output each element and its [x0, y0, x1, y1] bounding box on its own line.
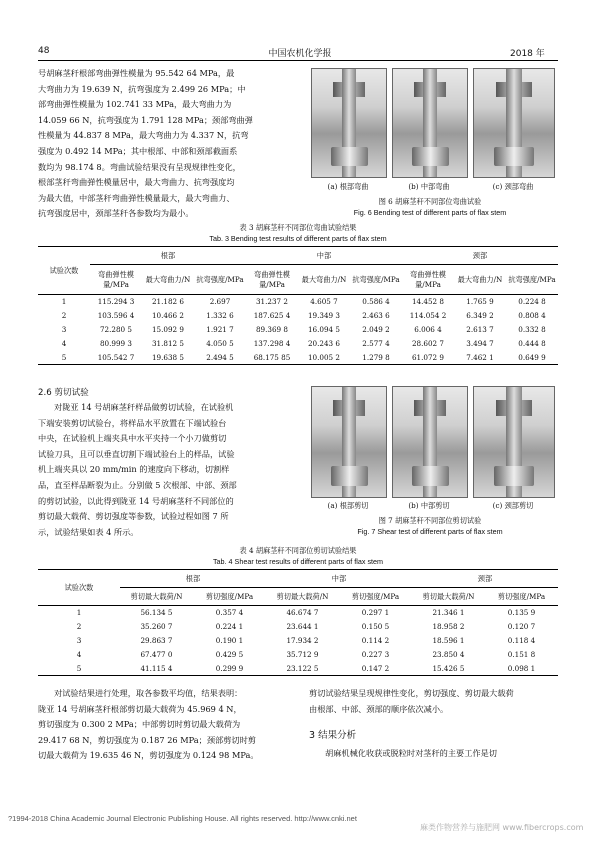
- table4: [38, 569, 558, 676]
- table-cell: 0.135 9: [507, 608, 536, 618]
- fig7-sub-b: (b) 中部剪切: [408, 501, 450, 510]
- table-cell: 14.452 8: [411, 297, 444, 307]
- table-row: [38, 351, 558, 365]
- table-row: [38, 662, 558, 676]
- table-cell: 61.072 9: [411, 352, 444, 362]
- table-cell: 115.294 3: [97, 297, 135, 307]
- shear-photo-neck: [473, 386, 555, 498]
- table4-subheader: 剪切强度/MPa: [497, 591, 546, 601]
- table-row: [38, 295, 558, 309]
- table-cell: 1.332 6: [206, 311, 234, 320]
- table-cell: 21.346 1: [432, 608, 465, 618]
- table4-body: [38, 606, 558, 676]
- table-cell: 2.049 2: [362, 325, 390, 334]
- table3-col-trial: 试验次数: [38, 247, 90, 295]
- text-line: 剪切最大载荷、剪切强度等参数，试验过程如图 7 所: [38, 511, 229, 522]
- table-cell: 0.118 4: [507, 636, 536, 645]
- table-cell: 0.147 2: [361, 663, 390, 673]
- table-cell: 2.697: [209, 297, 231, 307]
- table-cell: 0.114 2: [361, 636, 390, 645]
- table-cell: 15.426 5: [432, 663, 465, 673]
- table-cell: 0.429 5: [215, 650, 244, 659]
- table-cell: 67.477 0: [140, 650, 173, 659]
- table-cell: 0.808 4: [518, 311, 546, 320]
- fig7-caption-en: Fig. 7 Shear test of different parts of flax stem: [357, 527, 503, 536]
- table3-subheader: 弯曲弹性模量/MPa: [98, 269, 134, 289]
- table-row-index: 1: [76, 608, 82, 618]
- table-cell: 1.765 9: [466, 297, 494, 307]
- table3-subheader: 弯曲弹性模量/MPa: [254, 269, 290, 289]
- text-line: 强度为 0.492 14 MPa；其中根部、中部和颈部截面系: [38, 145, 238, 156]
- table-cell: 4.050 5: [206, 339, 234, 348]
- table-cell: 20.243 6: [307, 339, 340, 348]
- table3-subheader: 最大弯曲力/N: [301, 274, 347, 284]
- bending-photo-root: [311, 68, 387, 178]
- table4-caption-cn: 表 4 胡麻茎秆不同部位剪切试验结果: [239, 546, 357, 555]
- table-cell: 1.279 8: [362, 352, 390, 362]
- table-cell: 0.190 1: [215, 636, 244, 645]
- table-cell: 21.182 6: [151, 297, 184, 307]
- page-number: 48: [38, 46, 50, 56]
- text-line: 示，试验结果如表 4 所示。: [38, 526, 139, 537]
- table-row-index: 5: [61, 352, 67, 362]
- table-cell: 56.134 5: [140, 608, 173, 618]
- text-line: 性模量为 44.837 8 MPa，最大弯曲力为 4.337 N，抗弯: [38, 130, 249, 141]
- table3-subheader: 最大弯曲力/N: [457, 274, 503, 284]
- table-cell: 0.586 4: [362, 297, 390, 307]
- table-cell: 2.494 5: [206, 352, 234, 362]
- table-cell: 2.463 6: [362, 311, 390, 320]
- table4-group-middle: 中部: [266, 570, 412, 588]
- table-cell: 31.812 5: [151, 339, 184, 348]
- table-cell: 68.175 85: [253, 352, 291, 362]
- table-row: [38, 323, 558, 337]
- results-conclusion: [309, 686, 557, 717]
- shear-photo-middle: [392, 386, 468, 498]
- table-cell: 4.605 7: [310, 297, 338, 307]
- shear-photo-root: [311, 386, 387, 498]
- table-row: [38, 337, 558, 351]
- table-cell: 28.602 7: [411, 339, 444, 348]
- fig6-sub-b: (b) 中部弯曲: [408, 182, 450, 191]
- table-cell: 41.115 4: [140, 663, 173, 673]
- bending-photo-neck: [473, 68, 555, 178]
- results-paragraph: [38, 686, 300, 764]
- text-line: 试验刀具，且可以垂直切割下端试验台上的样品，试验: [38, 448, 235, 459]
- table-row-index: 1: [61, 297, 67, 307]
- table-cell: 23.850 4: [432, 650, 465, 659]
- text-line: 机上端夹具以 20 mm/min 的速度向下移动，切割样: [38, 464, 230, 475]
- table-cell: 1.921 7: [206, 325, 234, 334]
- table-cell: 0.151 8: [507, 650, 536, 659]
- table-cell: 23.122 5: [286, 663, 319, 673]
- table-cell: 103.596 4: [97, 311, 135, 320]
- fig7-caption-cn: 图 7 胡麻茎秆不同部位剪切试验: [378, 516, 482, 525]
- table-cell: 3.494 7: [466, 339, 494, 348]
- text-line: 中央，在试验机上端夹具中水平夹持一个小刀做剪切: [38, 433, 227, 444]
- table-cell: 46.674 7: [286, 608, 319, 618]
- table3: [38, 246, 558, 365]
- table-cell: 0.649 9: [518, 352, 546, 362]
- table-cell: 137.298 4: [253, 339, 291, 348]
- table-cell: 72.280 5: [99, 325, 132, 334]
- table-row-index: 2: [76, 622, 82, 631]
- text-line: 29.417 68 N，剪切强度为 0.187 26 MPa；颈部剪切时剪: [38, 734, 256, 745]
- text-line: 陇亚 14 号胡麻茎秆根部剪切最大载荷为 45.969 4 N，: [38, 703, 242, 714]
- table-row-index: 4: [61, 339, 67, 348]
- table4-subheader: 剪切最大载荷/N: [130, 591, 183, 601]
- table-row: [38, 634, 558, 648]
- table4-group-root: 根部: [120, 570, 266, 588]
- text-line: 下端安装剪切试验台，将样品水平放置在下端试验台: [38, 417, 227, 428]
- section-2-6-text: [38, 400, 300, 540]
- table-cell: 17.934 2: [286, 636, 319, 645]
- text-line: 大弯曲力为 19.639 N，抗弯强度为 2.499 26 MPa；中: [38, 83, 246, 94]
- table-cell: 0.444 8: [518, 339, 546, 348]
- table-cell: 0.227 3: [361, 650, 390, 659]
- table-cell: 80.999 3: [99, 339, 132, 348]
- table-cell: 0.120 7: [507, 622, 536, 631]
- table3-caption-cn: 表 3 胡麻茎秆不同部位弯曲试验结果: [239, 223, 357, 232]
- table-cell: 35.712 9: [286, 650, 319, 659]
- table-row-index: 2: [61, 311, 67, 320]
- section-3-text: 胡麻机械化收获或脱粒时对茎秆的主要工作是切: [325, 748, 497, 758]
- table-cell: 29.863 7: [140, 636, 173, 645]
- table-cell: 35.260 7: [140, 622, 173, 631]
- text-line: 14.059 66 N，抗弯强度为 1.791 128 MPa；颈部弯曲弹: [38, 114, 253, 125]
- fig6-caption-cn: 图 6 胡麻茎秆不同部位弯曲试验: [378, 197, 482, 206]
- table-cell: 89.369 8: [255, 325, 288, 334]
- table-cell: 23.644 1: [286, 622, 319, 631]
- table3-subheader: 抗弯强度/MPa: [352, 274, 400, 284]
- text-line: 为最大值，中部茎秆弯曲弹性模量最大，最大弯曲力、: [38, 192, 235, 203]
- table4-subheader: 剪切强度/MPa: [205, 591, 254, 601]
- table-cell: 18.596 1: [432, 636, 465, 645]
- table4-subheader: 剪切强度/MPa: [351, 591, 400, 601]
- table4-subheader: 剪切最大载荷/N: [276, 591, 329, 601]
- table-row-index: 4: [76, 650, 82, 659]
- table3-group-neck: 颈部: [402, 247, 558, 265]
- text-line: 切最大载荷为 19.635 46 N，剪切强度为 0.124 98 MPa。: [38, 750, 259, 761]
- table3-subheader: 抗弯强度/MPa: [508, 274, 556, 284]
- table3-body: [38, 295, 558, 365]
- text-line: 剪切强度为 0.300 2 MPa；中部剪切时剪切最大载荷为: [38, 719, 241, 730]
- table-cell: 105.542 7: [97, 352, 135, 362]
- table-row: [38, 309, 558, 323]
- text-line: 品，直至样品断裂为止。分别做 5 次根部、中部、颈部: [38, 479, 237, 490]
- table4-group-neck: 颈部: [412, 570, 558, 588]
- table3-caption-en: Tab. 3 Bending test results of different parts of flax stem: [209, 234, 387, 243]
- table-cell: 10.466 2: [151, 311, 184, 320]
- table-cell: 0.297 1: [361, 608, 390, 618]
- fig6-sub-a: (a) 根部弯曲: [327, 182, 369, 191]
- section-3-heading: 3 结果分析: [309, 730, 357, 741]
- table-row: [38, 648, 558, 662]
- site-watermark: 麻类作物营养与施肥网 www.fibercrops.com: [420, 823, 584, 832]
- text-line: 根部茎秆弯曲弹性模量居中，最大弯曲力、抗弯强度均: [38, 177, 235, 188]
- bending-photo-middle: [392, 68, 468, 178]
- table-cell: 6.006 4: [414, 325, 442, 334]
- table-cell: 2.613 7: [466, 325, 494, 334]
- text-line: 剪切试验结果呈现规律性变化，剪切强度、剪切最大载荷: [309, 688, 514, 698]
- table-cell: 16.094 5: [307, 325, 340, 334]
- text-line: 对试验结果进行处理，取各参数平均值，结果表明：: [54, 688, 243, 698]
- table4-caption-en: Tab. 4 Shear test results of different parts of flax stem: [212, 557, 384, 566]
- table-cell: 0.357 4: [215, 608, 244, 618]
- table3-subheader: 弯曲弹性模量/MPa: [410, 269, 446, 289]
- table-cell: 6.349 2: [466, 311, 494, 320]
- fig7-sub-a: (a) 根部剪切: [327, 501, 369, 510]
- table-row: [38, 620, 558, 634]
- fig6-sub-c: (c) 颈部弯曲: [492, 182, 534, 191]
- table3-subheader: 抗弯强度/MPa: [196, 274, 244, 284]
- year-label: 2018 年: [510, 49, 545, 59]
- table-row-index: 3: [76, 636, 82, 645]
- paragraph-1: [38, 66, 300, 222]
- table-cell: 18.958 2: [432, 622, 465, 631]
- table4-col-trial: 试验次数: [38, 570, 120, 606]
- table-cell: 0.332 8: [518, 325, 546, 334]
- table3-group-root: 根部: [90, 247, 246, 265]
- table-cell: 31.237 2: [255, 297, 288, 307]
- table3-group-middle: 中部: [246, 247, 402, 265]
- table-cell: 0.299 9: [215, 663, 244, 673]
- text-line: 号胡麻茎秆根部弯曲弹性模量为 95.542 64 MPa，最: [38, 68, 235, 78]
- table-cell: 15.092 9: [151, 325, 184, 334]
- text-line: 的剪切试验，以此得到陇亚 14 号胡麻茎秆不同部位的: [38, 495, 234, 506]
- table-cell: 7.462 1: [466, 352, 494, 362]
- header-rule: [38, 60, 558, 61]
- table-cell: 114.054 2: [409, 311, 447, 320]
- table-cell: 2.577 4: [362, 339, 390, 348]
- text-line: 由根部、中部、颈部的顺序依次减小。: [309, 703, 449, 714]
- table-cell: 19.638 5: [151, 352, 184, 362]
- table4-subheader: 剪切最大载荷/N: [422, 591, 475, 601]
- journal-title: 中国农机化学报: [268, 49, 332, 59]
- table3-subheader: 最大弯曲力/N: [145, 274, 191, 284]
- table-cell: 0.098 1: [507, 663, 536, 673]
- table-cell: 0.150 5: [361, 622, 390, 631]
- table-row-index: 3: [61, 325, 67, 334]
- table-cell: 19.349 3: [307, 311, 340, 320]
- table-row-index: 5: [76, 663, 82, 673]
- section-2-6-heading: 2.6 剪切试验: [38, 388, 89, 398]
- table-cell: 0.224 1: [215, 622, 244, 631]
- text-line: 部弯曲弹性模量为 102.741 33 MPa，最大弯曲力为: [38, 99, 232, 110]
- table-cell: 10.005 2: [307, 352, 340, 362]
- fig6-caption-en: Fig. 6 Bending test of different parts of flax stem: [353, 208, 507, 217]
- fig7-sub-c: (c) 颈部剪切: [492, 501, 534, 510]
- table-cell: 187.625 4: [253, 311, 291, 320]
- text-line: 对陇亚 14 号胡麻茎秆样品做剪切试验，在试验机: [54, 402, 234, 412]
- text-line: 数均为 98.174 8。弯曲试验结果没有呈现规律性变化，: [38, 161, 241, 172]
- text-line: 抗弯强度居中，颈部茎秆各参数均为最小。: [38, 208, 194, 219]
- copyright-footer: ?1994-2018 China Academic Journal Electronic Publishing House. All rights reserved. http://www.cnki.net: [8, 814, 357, 823]
- table-row: [38, 606, 558, 620]
- table-cell: 0.224 8: [518, 297, 546, 307]
